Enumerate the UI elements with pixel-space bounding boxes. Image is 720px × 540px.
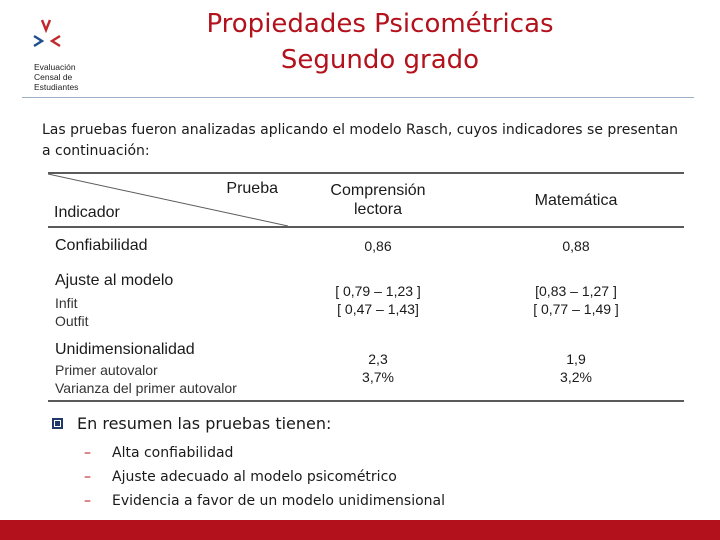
table-row-ajuste	[48, 264, 684, 336]
table-row-unidimensionalidad	[48, 336, 684, 401]
summary-item-3: Evidencia a favor de un modelo unidimensional	[112, 493, 445, 509]
unidim-matematica	[468, 336, 684, 401]
unidim-matematica-autovalor: 1,9	[566, 351, 586, 367]
ajuste-label: Ajuste al modelo	[55, 271, 174, 289]
confiabilidad-comprension: 0,86	[364, 238, 392, 254]
logo-line-3: Estudiantes	[34, 82, 79, 92]
ajuste-matematica-infit: [0,83 – 1,27 ]	[535, 283, 617, 299]
logo	[30, 18, 100, 90]
dash-bullet-icon: –	[84, 469, 91, 485]
summary-item-1: Alta confiabilidad	[112, 445, 234, 461]
ajuste-comprension-outfit: [ 0,47 – 1,43]	[337, 301, 419, 317]
ajuste-sub-infit: Infit	[55, 294, 78, 311]
summary-lead	[52, 414, 445, 433]
table-header-row	[48, 173, 684, 227]
ajuste-label-cell	[48, 264, 288, 336]
summary-list	[84, 441, 445, 513]
title-line-2: Segundo grado	[280, 45, 480, 75]
corner-bottom-label: Indicador	[54, 204, 120, 221]
unidim-comprension-autovalor: 2,3	[368, 351, 388, 367]
dash-bullet-icon: –	[84, 493, 91, 509]
footer-bar	[0, 520, 720, 540]
ajuste-comprension	[288, 264, 468, 336]
summary-section	[52, 414, 445, 513]
title-line-1: Propiedades Psicométricas	[206, 9, 554, 39]
summary-lead-text: En resumen las pruebas tienen:	[77, 414, 332, 433]
summary-item-2: Ajuste adecuado al modelo psicométrico	[112, 469, 397, 485]
confiabilidad-label: Confiabilidad	[55, 237, 148, 254]
logo-line-2: Censal de	[34, 72, 73, 82]
column-header-comprension-label: Comprensión lectora	[330, 182, 426, 218]
corner-top-label: Prueba	[226, 180, 278, 197]
column-header-matematica: Matemática	[468, 173, 684, 227]
list-item	[84, 489, 445, 513]
unidim-label-cell	[48, 336, 288, 401]
dash-bullet-icon: –	[84, 445, 91, 461]
list-item	[84, 441, 445, 465]
indicators-table	[48, 172, 684, 402]
unidim-sub-autovalor: Primer autovalor	[55, 361, 158, 378]
page-title	[150, 6, 610, 78]
ajuste-comprension-infit: [ 0,79 – 1,23 ]	[335, 283, 421, 299]
ajuste-matematica-outfit: [ 0,77 – 1,49 ]	[533, 301, 619, 317]
logo-text	[34, 62, 78, 92]
unidim-label: Unidimensionalidad	[55, 340, 195, 358]
header-divider	[22, 97, 694, 98]
checkbox-bullet-icon	[52, 418, 63, 429]
column-header-comprension	[288, 173, 468, 227]
list-item	[84, 465, 445, 489]
unidim-sub-varianza: Varianza del primer autovalor	[55, 379, 237, 396]
intro-paragraph: Las pruebas fueron analizadas aplicando el modelo Rasch, cuyos indicadores se presentan a continuación:	[42, 122, 679, 159]
unidim-matematica-varianza: 3,2%	[560, 369, 592, 385]
ajuste-matematica	[468, 264, 684, 336]
ajuste-sub-outfit: Outfit	[55, 312, 89, 329]
logo-mark-icon	[30, 18, 90, 60]
confiabilidad-matematica: 0,88	[562, 238, 590, 254]
unidim-comprension	[288, 336, 468, 401]
table-row-confiabilidad	[48, 227, 684, 264]
corner-cell	[48, 173, 288, 227]
unidim-comprension-varianza: 3,7%	[362, 369, 394, 385]
logo-line-1: Evaluación	[34, 62, 76, 72]
